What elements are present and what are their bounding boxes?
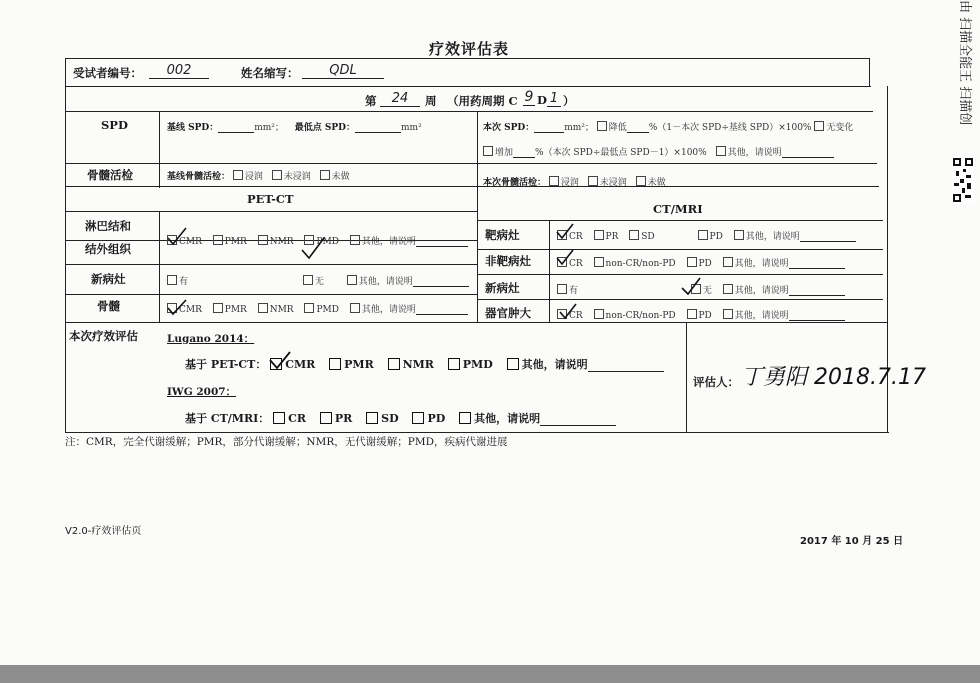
baseline-biopsy-label: 基线骨髓活检： <box>167 172 231 182</box>
qr-code-icon <box>952 157 974 203</box>
assess-pr-checkbox[interactable] <box>320 412 332 424</box>
marrow-biopsy-label: 骨髓活检 <box>87 168 133 182</box>
pet-ct-header: PET-CT <box>247 192 294 206</box>
ct-new-yes-checkbox[interactable] <box>557 284 567 294</box>
name-abbr-label: 姓名缩写： <box>241 66 299 80</box>
decrease-checkbox[interactable] <box>597 121 607 131</box>
ct-target-other-field[interactable] <box>800 229 856 242</box>
current-not-infiltrated-checkbox[interactable] <box>588 176 598 186</box>
name-abbr-field[interactable]: QDL <box>302 63 384 79</box>
spd-label: SPD <box>101 118 128 132</box>
assess-nmr-checkbox[interactable] <box>388 358 400 370</box>
current-biopsy-label: 本次骨髓活检： <box>483 178 547 188</box>
check-mark-icon <box>555 248 575 268</box>
increase-checkbox[interactable] <box>483 146 493 156</box>
current-not-done-checkbox[interactable] <box>636 176 646 186</box>
spd-current-label: 本次 SPD： <box>483 123 535 133</box>
pet-based-label: 基于 PET-CT： <box>185 358 267 371</box>
check-mark-icon <box>268 350 292 372</box>
spd-other-field[interactable] <box>782 145 834 158</box>
iwg-label: IWG 2007： <box>167 386 237 398</box>
spd-current-field[interactable] <box>534 120 564 133</box>
decrease-field[interactable] <box>627 120 649 133</box>
ct-organ-noncr-checkbox[interactable] <box>594 309 604 319</box>
ct-nontarget-pd-checkbox[interactable] <box>687 257 697 267</box>
week-suffix: 周 <box>425 94 437 108</box>
assess-ct-other-field[interactable] <box>540 413 616 426</box>
pet-new-other-checkbox[interactable] <box>347 275 357 285</box>
efficacy-form: 受试者编号： 002 姓名缩写： QDL 第 24 周 （用药周期 C 9 D 1 ） SPD 基线 SPD： mm²； 最低点 SPD： mm² 本次 SPD： mm²； 降低 %（1－本次 SPD÷基线 SPD）×100% 无变化 增加 %（本次 SPD÷最低点 SPD－1）×100% 其他，请说明 骨髓活检 基线骨髓活检： 浸润 未浸润 未做 本次骨髓活检： 浸润 未浸润 未做 PET-CT CT/MRI 淋巴结和 结外组织 CMR PMR NMR PMD 其他，请说明 新病灶 有 无 其他，请说明 骨髓 CMR PMR NMR PMD 其他，请说明 靶病灶 CR PR SD PD 其他，请说明 非靶病灶 CR non-CR/non-PD PD 其他，请说明 新病灶 有 无 其他，请说明 器官肿大 CR non-CR/non-PD PD 其他，请说明 本次疗效评估 Lugano 2014： 基于 PET-CT： CMR PMR NMR PMD 其他，请说明 IWG 2007： 基于 CT/MRI： CR PR SD PD 其他，请说明 评估人： 丁勇阳 2018.7.17 <box>65 58 889 434</box>
spd-min-label: 最低点 SPD： <box>294 123 355 133</box>
ct-organ-other-field[interactable] <box>789 308 845 321</box>
ct-row-target-label: 靶病灶 <box>485 228 520 242</box>
assess-pet-other-checkbox[interactable] <box>507 358 519 370</box>
pet-marrow-other-checkbox[interactable] <box>350 303 360 313</box>
ct-new-other-checkbox[interactable] <box>723 284 733 294</box>
footnote: 注：CMR，完全代谢缓解；PMR，部分代谢缓解；NMR，无代谢缓解；PMD，疾病代谢进展 <box>65 436 508 448</box>
check-mark-icon <box>166 226 188 248</box>
cycle-d-field[interactable]: 1 <box>547 91 561 107</box>
scan-edge-bar <box>0 665 980 683</box>
pet-marrow-pmd-checkbox[interactable] <box>304 303 314 313</box>
lugano-label: Lugano 2014： <box>167 333 255 345</box>
version-label: V2.0-疗效评估页 <box>65 526 142 537</box>
ct-row-organomegaly-label: 器官肿大 <box>485 306 531 320</box>
pet-lymph-nmr-checkbox[interactable] <box>258 235 268 245</box>
check-mark-icon <box>555 222 575 242</box>
increase-field[interactable] <box>513 145 535 158</box>
pet-row-lymph-label2: 结外组织 <box>85 242 131 256</box>
ct-mri-header: CT/MRI <box>653 202 703 216</box>
no-change-checkbox[interactable] <box>814 121 824 131</box>
check-mark-icon <box>680 276 702 298</box>
pet-lymph-other-checkbox[interactable] <box>350 235 360 245</box>
pet-lymph-pmr-checkbox[interactable] <box>213 235 223 245</box>
ct-new-other-field[interactable] <box>789 283 845 296</box>
pet-new-other-field[interactable] <box>413 274 469 287</box>
subject-no-field[interactable]: 002 <box>149 63 209 79</box>
scanner-watermark: 由 扫描全能王 扫描创 <box>957 0 972 126</box>
assess-pd-checkbox[interactable] <box>412 412 424 424</box>
assess-sd-checkbox[interactable] <box>366 412 378 424</box>
subject-no-label: 受试者编号： <box>73 66 142 80</box>
pet-row-new-lesion-label: 新病灶 <box>91 272 126 286</box>
ct-organ-other-checkbox[interactable] <box>723 309 733 319</box>
week-field[interactable]: 24 <box>380 91 420 107</box>
spd-baseline-field[interactable] <box>218 120 254 133</box>
ct-row-nontarget-label: 非靶病灶 <box>485 254 531 268</box>
assess-pet-other-field[interactable] <box>588 359 664 372</box>
ct-target-pd-checkbox[interactable] <box>698 230 708 240</box>
spd-baseline-label: 基线 SPD： <box>167 123 219 133</box>
pet-new-no-checkbox[interactable] <box>303 275 313 285</box>
pet-row-lymph-label: 淋巴结和 <box>85 219 131 233</box>
pet-row-marrow-label: 骨髓 <box>97 299 120 313</box>
ct-row-new-lesion-label: 新病灶 <box>485 281 520 295</box>
pet-marrow-nmr-checkbox[interactable] <box>258 303 268 313</box>
ct-based-label: 基于 CT/MRI： <box>185 412 270 425</box>
assess-cr-checkbox[interactable] <box>273 412 285 424</box>
assessor-signature[interactable]: 丁勇阳 2018.7.17 <box>741 365 926 390</box>
baseline-infiltrated-checkbox[interactable] <box>233 170 243 180</box>
form-date: 2017 年 10 月 25 日 <box>800 536 904 547</box>
ct-nontarget-other-checkbox[interactable] <box>723 257 733 267</box>
check-mark-icon <box>558 302 578 322</box>
check-mark-icon <box>300 236 326 262</box>
assess-pmd-checkbox[interactable] <box>448 358 460 370</box>
assessment-label: 本次疗效评估 <box>69 329 138 343</box>
pet-marrow-other-field[interactable] <box>416 302 468 315</box>
ct-organ-pd-checkbox[interactable] <box>687 309 697 319</box>
week-prefix: 第 <box>365 94 377 108</box>
pet-marrow-pmr-checkbox[interactable] <box>213 303 223 313</box>
check-mark-icon <box>166 298 188 318</box>
ct-target-pr-checkbox[interactable] <box>594 230 604 240</box>
cycle-label: （用药周期 C <box>447 94 518 108</box>
form-title: 疗效评估表 <box>428 40 509 58</box>
baseline-not-infiltrated-checkbox[interactable] <box>272 170 282 180</box>
assessor-label: 评估人： <box>693 375 739 389</box>
ct-target-other-checkbox[interactable] <box>734 230 744 240</box>
cycle-c-field[interactable]: 9 <box>524 89 534 105</box>
ct-nontarget-other-field[interactable] <box>789 256 845 269</box>
ct-target-sd-checkbox[interactable] <box>629 230 639 240</box>
cycle-d-label: D <box>537 93 547 107</box>
assess-pmr-checkbox[interactable] <box>329 358 341 370</box>
pet-new-yes-checkbox[interactable] <box>167 275 177 285</box>
ct-nontarget-noncr-checkbox[interactable] <box>594 257 604 267</box>
pet-lymph-other-field[interactable] <box>416 234 468 247</box>
spd-min-field[interactable] <box>355 120 401 133</box>
assess-ct-other-checkbox[interactable] <box>459 412 471 424</box>
baseline-not-done-checkbox[interactable] <box>320 170 330 180</box>
spd-other-checkbox[interactable] <box>716 146 726 156</box>
cycle-close: ） <box>563 94 575 108</box>
current-infiltrated-checkbox[interactable] <box>549 176 559 186</box>
